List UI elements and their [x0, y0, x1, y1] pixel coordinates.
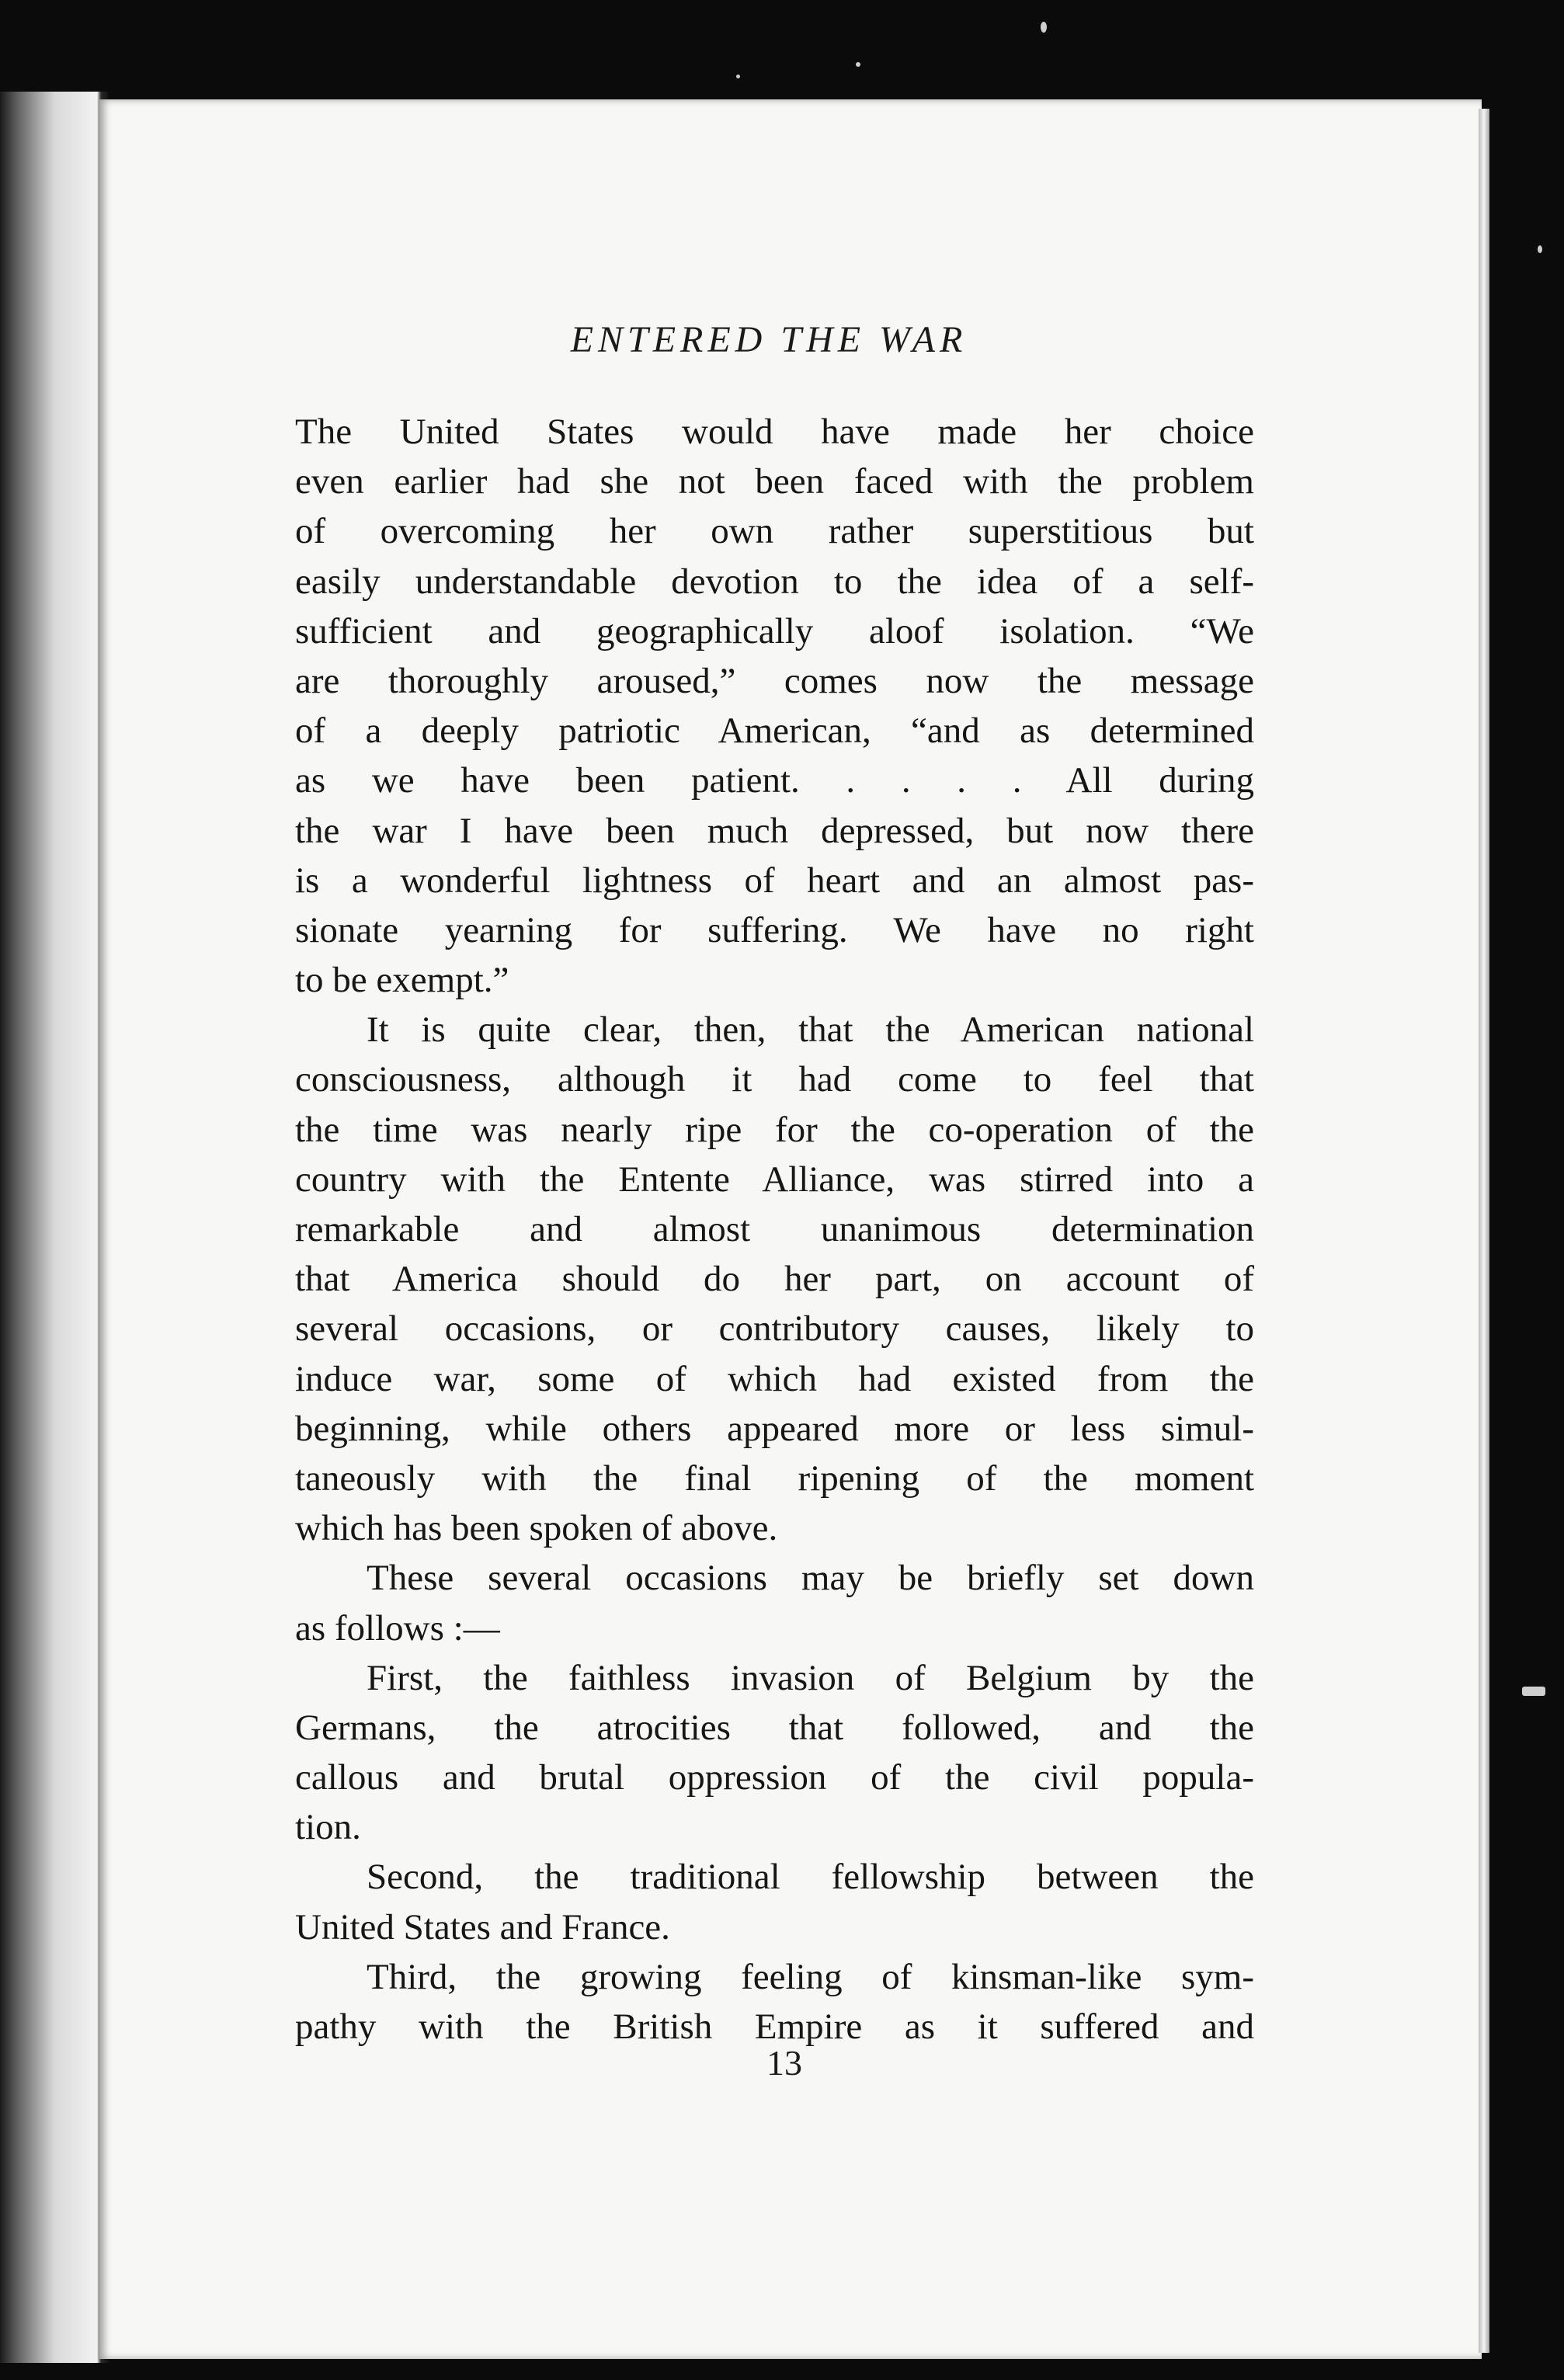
dust-speck	[1522, 1687, 1545, 1696]
text-line: of overcoming her own rather superstitious but	[295, 511, 1254, 552]
text-line: consciousness, although it had come to feel that	[295, 1059, 1254, 1100]
body-text	[295, 407, 1254, 2052]
text-line: that America should do her part, on account of	[295, 1259, 1254, 1300]
text-line: pathy with the British Empire as it suffered and	[295, 2006, 1254, 2047]
dust-speck	[736, 75, 740, 78]
text-line: These several occasions may be briefly set down	[367, 1558, 1254, 1599]
text-line: the war I have been much depressed, but now there	[295, 810, 1254, 851]
text-line: remarkable and almost unanimous determination	[295, 1209, 1254, 1249]
text-line: as follows :—	[295, 1607, 500, 1649]
page-number: 13	[766, 2043, 802, 2083]
text-line: are thoroughly aroused,” comes now the message	[295, 660, 1254, 701]
text-line: country with the Entente Alliance, was stirred into a	[295, 1159, 1254, 1200]
text-line: beginning, while others appeared more or less simul-	[295, 1408, 1254, 1449]
dust-speck	[1538, 245, 1542, 253]
text-line: even earlier had she not been faced with the problem	[295, 461, 1254, 502]
text-line: Second, the traditional fellowship between the	[367, 1857, 1254, 1898]
text-line: callous and brutal oppression of the civil popula-	[295, 1757, 1254, 1798]
facing-page-edge	[0, 92, 109, 2363]
text-line: the time was nearly ripe for the co-operation of the	[295, 1109, 1254, 1150]
text-line: sufficient and geographically aloof isolation. “We	[295, 610, 1254, 651]
text-line: First, the faithless invasion of Belgium by the	[367, 1657, 1254, 1698]
dust-speck	[856, 62, 860, 67]
page-right-edge	[1479, 109, 1489, 2353]
text-line: of a deeply patriotic American, “and as determined	[295, 711, 1254, 752]
text-line: Third, the growing feeling of kinsman-like sym-	[367, 1956, 1254, 1997]
text-line: several occasions, or contributory causes, likely to	[295, 1308, 1254, 1350]
text-line: easily understandable devotion to the idea of a self-	[295, 561, 1254, 602]
text-line: which has been spoken of above.	[295, 1508, 778, 1549]
text-line: is a wonderful lightness of heart and an almost pas-	[295, 860, 1254, 901]
text-line: sionate yearning for suffering. We have no right	[295, 909, 1254, 950]
dust-speck	[1041, 22, 1047, 33]
text-line: taneously with the final ripening of the moment	[295, 1458, 1254, 1499]
text-line: The United States would have made her choice	[295, 412, 1254, 452]
text-line: United States and France.	[295, 1906, 670, 1947]
text-line: as we have been patient. . . . . All during	[295, 760, 1254, 801]
running-head: ENTERED THE WAR	[570, 319, 968, 360]
text-line: It is quite clear, then, that the American national	[367, 1009, 1254, 1051]
text-line: to be exempt.”	[295, 960, 509, 1001]
text-line: Germans, the atrocities that followed, and the	[295, 1707, 1254, 1748]
text-line: induce war, some of which had existed from the	[295, 1358, 1254, 1399]
text-line: tion.	[295, 1807, 361, 1848]
